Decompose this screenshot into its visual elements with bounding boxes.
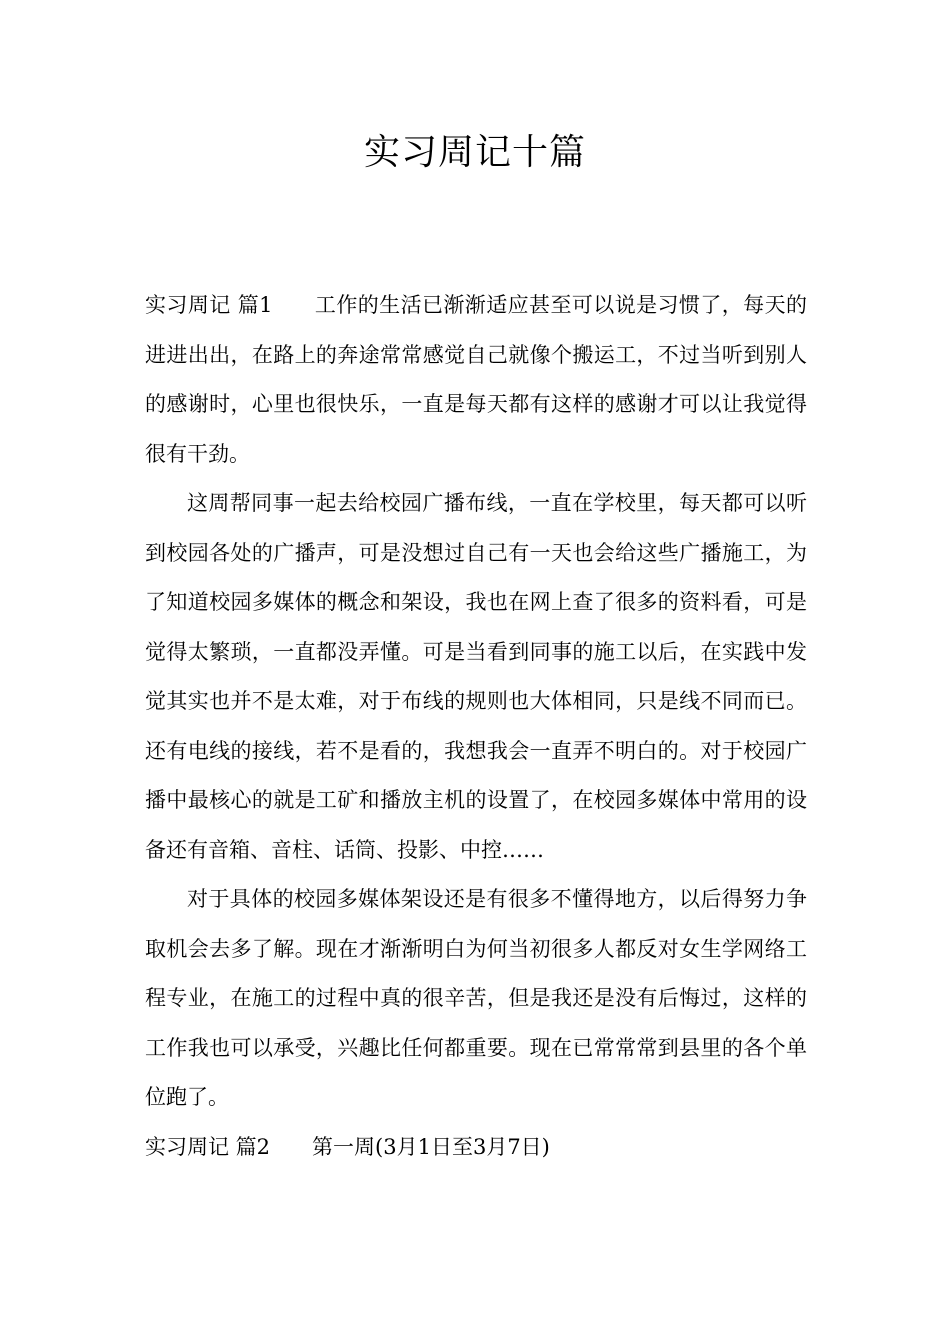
entry2-heading bbox=[145, 1123, 807, 1173]
document-body bbox=[145, 281, 807, 1172]
entry2-label: 实习周记 篇2 bbox=[145, 1134, 271, 1159]
entry1-paragraph2: 这周帮同事一起去给校园广播布线，一直在学校里，每天都可以听到校园各处的广播声，可是没想过自己有一天也会给这些广播施工，为了知道校园多媒体的概念和架设，我也在网上查了很多的资料看，可是觉得太繁琐，一直都没弄懂。可是当看到同事的施工以后，在实践中发觉其实也并不是太难，对于布线的规则也大体相同，只是线不同而已。还有电线的接线，若不是看的，我想我会一直弄不明白的。对于校园广播中最核心的就是工矿和播放主机的设置了，在校园多媒体中常用的设备还有音箱、音柱、话筒、投影、中控…… bbox=[145, 491, 807, 862]
entry1-paragraph3: 对于具体的校园多媒体架设还是有很多不懂得地方，以后得努力争取机会去多了解。现在才渐渐明白为何当初很多人都反对女生学网络工程专业，在施工的过程中真的很辛苦，但是我还是没有后悔过，这样的工作我也可以承受，兴趣比任何都重要。现在已常常常到县里的各个单位跑了。 bbox=[145, 887, 807, 1109]
entry1-paragraph1-text: 工作的生活已渐渐适应甚至可以说是习惯了，每天的进进出出，在路上的奔途常常感觉自己就像个搬运工，不过当听到别人的感谢时，心里也很快乐，一直是每天都有这样的感谢才可以让我觉得很有干劲。 bbox=[145, 293, 807, 466]
entry1-label: 实习周记 篇1 bbox=[145, 293, 273, 317]
document-title: 实习周记十篇 bbox=[363, 132, 586, 173]
entry1-paragraph1 bbox=[145, 281, 807, 479]
entry2-subtitle: 第一周(3月1日至3月7日) bbox=[312, 1134, 550, 1159]
